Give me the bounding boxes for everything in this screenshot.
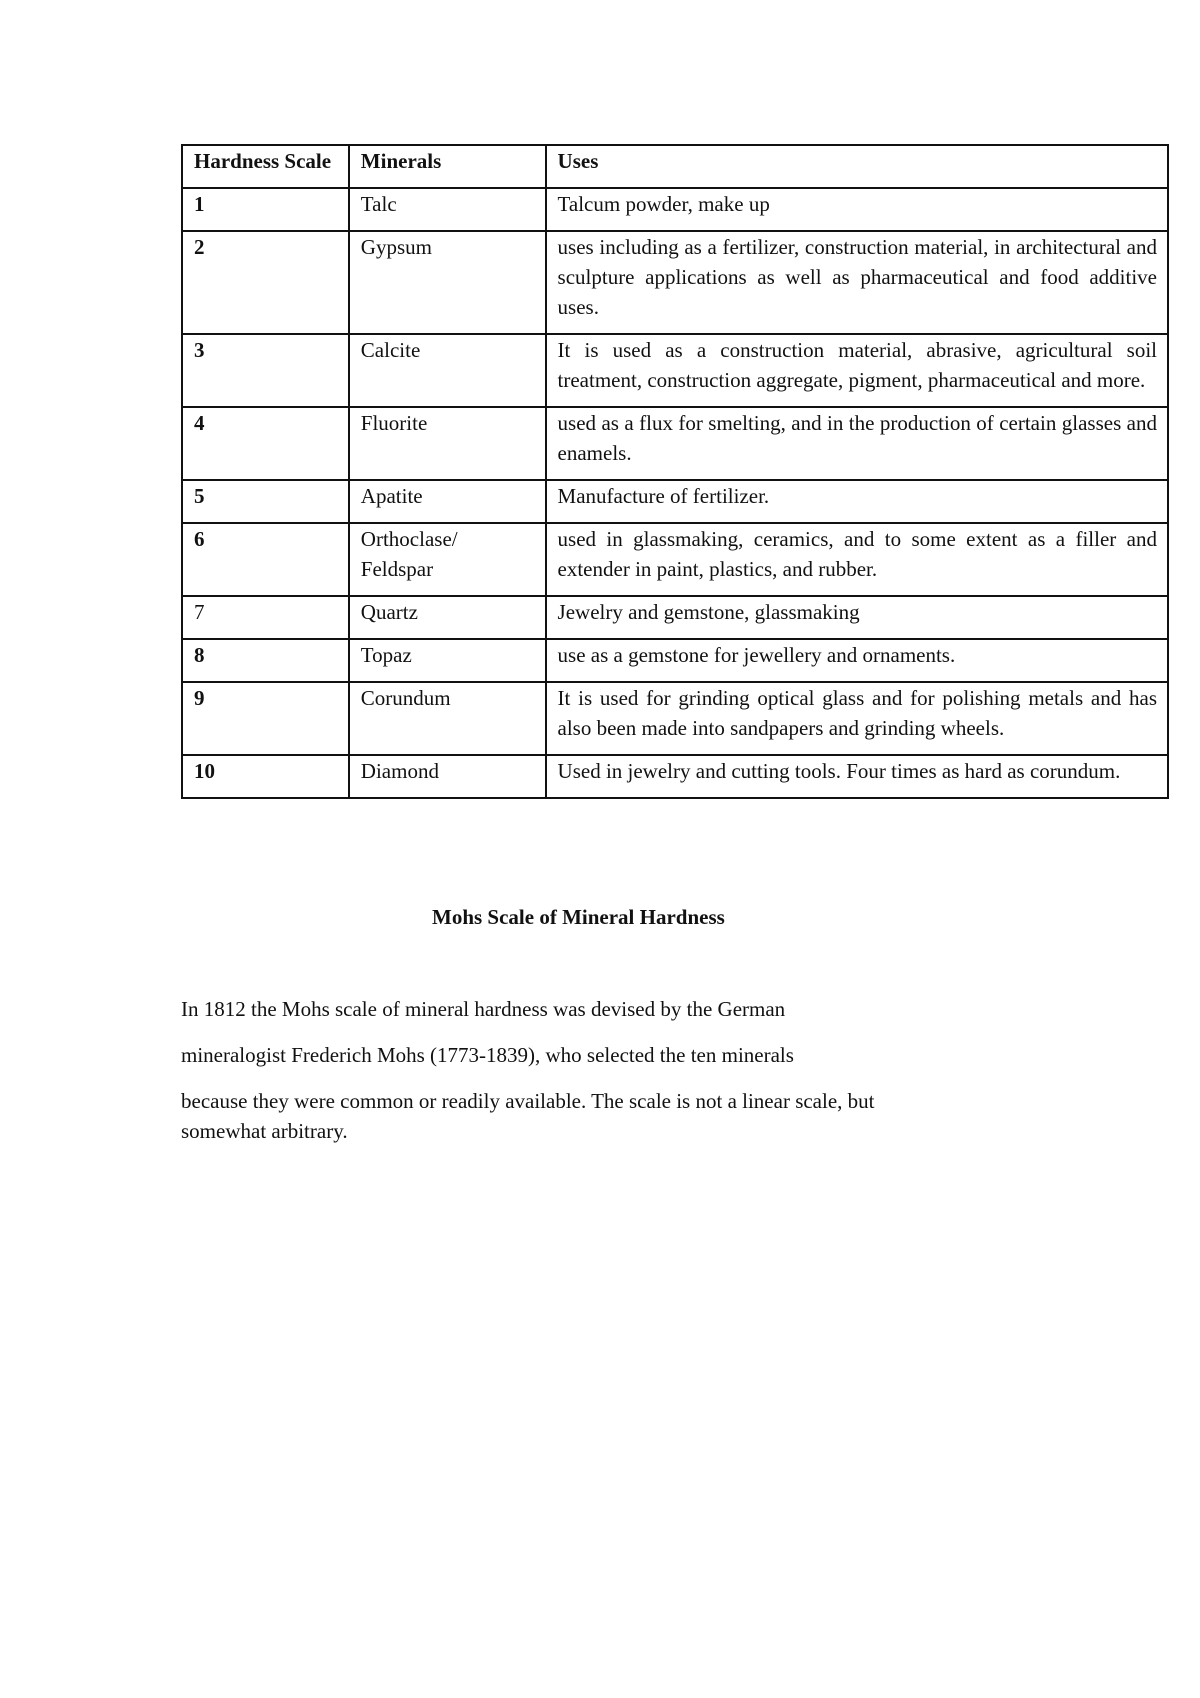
paragraph-line: In 1812 the Mohs scale of mineral hardness was devised by the German [181,997,786,1021]
mineral-name: Corundum [349,682,546,755]
mineral-name: Quartz [349,596,546,639]
paragraph-line: mineralogist Frederich Mohs (1773-1839), who selected the ten minerals [181,1043,794,1067]
hardness-value: 2 [182,231,349,334]
table-header-row [182,145,1168,188]
table-row [182,523,1168,596]
header-hardness-scale: Hardness Scale [182,145,349,188]
mohs-hardness-table [181,144,1169,799]
mineral-name: Orthoclase/ Feldspar [349,523,546,596]
mineral-uses: It is used as a construction material, abrasive, agricultural soil treatment, construction aggregate, pigment, pharmaceutical and more. [546,334,1168,407]
table-row [182,682,1168,755]
mineral-uses: Talcum powder, make up [546,188,1168,231]
mineral-uses: used as a flux for smelting, and in the production of certain glasses and enamels. [546,407,1168,480]
mineral-name: Fluorite [349,407,546,480]
mineral-uses: used in glassmaking, ceramics, and to some extent as a filler and extender in paint, plastics, and rubber. [546,523,1168,596]
hardness-value: 9 [182,682,349,755]
table-row [182,639,1168,682]
table-row [182,755,1168,798]
hardness-value: 5 [182,480,349,523]
hardness-value: 4 [182,407,349,480]
paragraph-line: because they were common or readily available. The scale is not a linear scale, but [181,1089,875,1113]
hardness-value: 6 [182,523,349,596]
mineral-name: Calcite [349,334,546,407]
mineral-uses: use as a gemstone for jewellery and ornaments. [546,639,1168,682]
table-caption: Mohs Scale of Mineral Hardness [432,905,725,929]
mineral-uses: It is used for grinding optical glass and for polishing metals and has also been made into sandpapers and grinding wheels. [546,682,1168,755]
hardness-value: 8 [182,639,349,682]
mineral-name: Diamond [349,755,546,798]
hardness-value: 1 [182,188,349,231]
table-row [182,188,1168,231]
table-row [182,480,1168,523]
mineral-name: Gypsum [349,231,546,334]
table-row [182,334,1168,407]
header-minerals: Minerals [349,145,546,188]
hardness-value: 10 [182,755,349,798]
paragraph-line: somewhat arbitrary. [181,1119,348,1143]
hardness-value: 7 [182,596,349,639]
mineral-uses: uses including as a fertilizer, construction material, in architectural and sculpture applications as well as pharmaceutical and food additive uses. [546,231,1168,334]
mineral-name: Topaz [349,639,546,682]
mineral-name: Talc [349,188,546,231]
table-row [182,231,1168,334]
table-row [182,596,1168,639]
table-row [182,407,1168,480]
hardness-value: 3 [182,334,349,407]
mineral-uses: Used in jewelry and cutting tools. Four times as hard as corundum. [546,755,1168,798]
mineral-name: Apatite [349,480,546,523]
mineral-uses: Manufacture of fertilizer. [546,480,1168,523]
mineral-uses: Jewelry and gemstone, glassmaking [546,596,1168,639]
header-uses: Uses [546,145,1168,188]
